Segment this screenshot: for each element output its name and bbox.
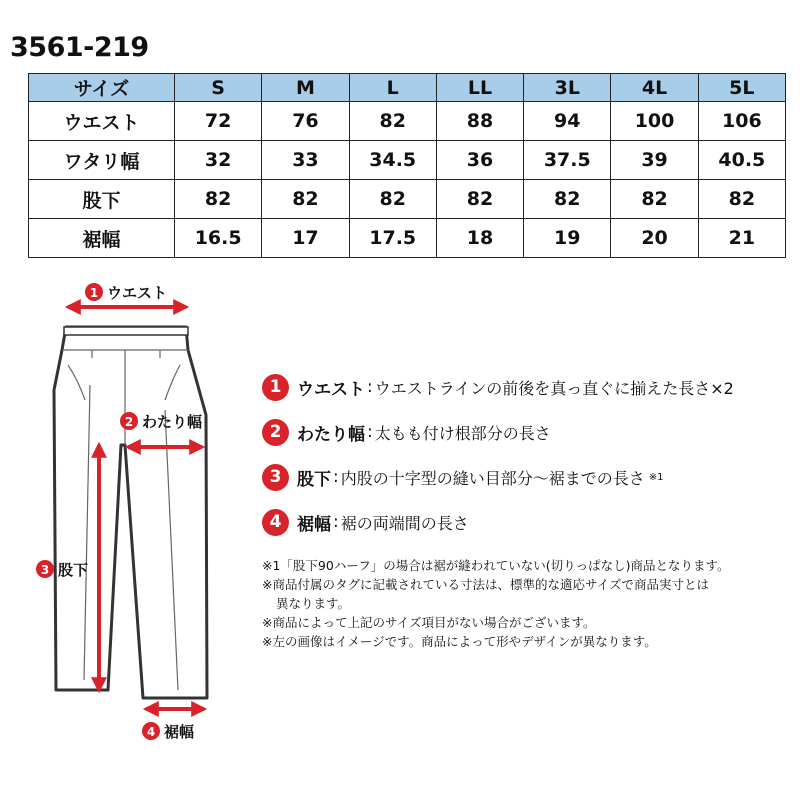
note-line: ※左の画像はイメージです。商品によって形やデザインが異なります。 bbox=[262, 634, 657, 649]
number-badge-icon: 3 bbox=[262, 464, 289, 491]
legend-term: わたり幅 bbox=[297, 424, 365, 445]
row-label: ウエスト bbox=[29, 102, 175, 141]
header-cell: M bbox=[262, 74, 349, 102]
table-cell: 40.5 bbox=[698, 141, 785, 180]
hem-label bbox=[142, 722, 194, 741]
inseam-label-text: 股下 bbox=[58, 561, 89, 579]
row-label: 股下 bbox=[29, 180, 175, 219]
table-cell: 82 bbox=[262, 180, 349, 219]
table-cell: 94 bbox=[524, 102, 611, 141]
legend-item-hem bbox=[262, 507, 792, 537]
legend-term: 股下 bbox=[297, 469, 331, 490]
table-cell: 100 bbox=[611, 102, 698, 141]
header-cell: LL bbox=[436, 74, 523, 102]
waist-label bbox=[85, 283, 167, 302]
notes bbox=[262, 556, 792, 651]
thigh-label-num: 2 bbox=[124, 415, 134, 429]
table-cell: 82 bbox=[698, 180, 785, 219]
header-cell: 4L bbox=[611, 74, 698, 102]
legend-term: ウエスト bbox=[297, 379, 365, 400]
number-badge-icon: 4 bbox=[262, 509, 289, 536]
pants-outline bbox=[54, 327, 207, 698]
table-cell: 82 bbox=[524, 180, 611, 219]
header-cell: 3L bbox=[524, 74, 611, 102]
table-cell: 36 bbox=[436, 141, 523, 180]
table-cell: 82 bbox=[175, 180, 262, 219]
note-line: ※商品付属のタグに記載されている寸法は、標準的な適応サイズで商品実寸とは bbox=[262, 577, 709, 592]
table-cell: 82 bbox=[436, 180, 523, 219]
table-cell: 37.5 bbox=[524, 141, 611, 180]
table-cell: 17 bbox=[262, 219, 349, 258]
table-cell: 33 bbox=[262, 141, 349, 180]
hem-label-text: 裾幅 bbox=[164, 723, 195, 741]
header-cell: L bbox=[349, 74, 436, 102]
table-cell: 82 bbox=[349, 102, 436, 141]
table-cell: 82 bbox=[611, 180, 698, 219]
legend-term: 裾幅 bbox=[297, 514, 331, 535]
header-cell: S bbox=[175, 74, 262, 102]
legend-colon: : bbox=[367, 377, 373, 397]
legend-desc: 太もも付け根部分の長さ bbox=[374, 423, 551, 443]
number-badge-icon: 1 bbox=[262, 374, 289, 401]
table-row bbox=[29, 180, 786, 219]
inseam-label bbox=[36, 560, 88, 579]
legend-desc: 内股の十字型の縫い目部分〜裾までの長さ bbox=[340, 468, 645, 488]
table-cell: 16.5 bbox=[175, 219, 262, 258]
row-label: 裾幅 bbox=[29, 219, 175, 258]
legend-colon: : bbox=[333, 467, 339, 487]
table-cell: 82 bbox=[349, 180, 436, 219]
table-cell: 76 bbox=[262, 102, 349, 141]
legend-desc: 裾の両端間の長さ bbox=[340, 513, 469, 533]
table-cell: 18 bbox=[436, 219, 523, 258]
note-line: 異なります。 bbox=[276, 596, 351, 611]
row-label: ワタリ幅 bbox=[29, 141, 175, 180]
table-row bbox=[29, 219, 786, 258]
product-code: 3561-219 bbox=[10, 32, 149, 63]
legend-ref: ※1 bbox=[648, 471, 664, 483]
legend-item-waist bbox=[262, 372, 792, 402]
size-table-header-row bbox=[29, 74, 786, 102]
header-cell: 5L bbox=[698, 74, 785, 102]
hem-label-num: 4 bbox=[146, 725, 156, 739]
legend-colon: : bbox=[333, 512, 339, 532]
legend-item-inseam bbox=[262, 462, 792, 492]
thigh-label bbox=[120, 412, 202, 431]
legend-colon: : bbox=[367, 422, 373, 442]
pants-diagram bbox=[0, 270, 240, 750]
table-cell: 72 bbox=[175, 102, 262, 141]
table-row bbox=[29, 102, 786, 141]
legend-item-thigh bbox=[262, 417, 792, 447]
table-cell: 17.5 bbox=[349, 219, 436, 258]
table-cell: 39 bbox=[611, 141, 698, 180]
table-row bbox=[29, 141, 786, 180]
note-line: ※1「股下90ハーフ」の場合は裾が縫われていない(切りっぱなし)商品となります。 bbox=[262, 558, 730, 573]
table-cell: 34.5 bbox=[349, 141, 436, 180]
legend-desc: ウエストラインの前後を真っ直ぐに揃えた長さ×2 bbox=[374, 378, 734, 398]
table-cell: 88 bbox=[436, 102, 523, 141]
note-line: ※商品によって上記のサイズ項目がない場合がございます。 bbox=[262, 615, 596, 630]
table-cell: 20 bbox=[611, 219, 698, 258]
thigh-label-text: わたり幅 bbox=[142, 413, 203, 431]
waistband bbox=[64, 327, 188, 335]
table-cell: 19 bbox=[524, 219, 611, 258]
table-cell: 21 bbox=[698, 219, 785, 258]
waist-label-num: 1 bbox=[89, 286, 99, 300]
measurement-legend bbox=[262, 372, 792, 552]
waist-label-text: ウエスト bbox=[107, 284, 168, 302]
table-cell: 32 bbox=[175, 141, 262, 180]
size-table bbox=[28, 73, 786, 258]
number-badge-icon: 2 bbox=[262, 419, 289, 446]
table-cell: 106 bbox=[698, 102, 785, 141]
inseam-label-num: 3 bbox=[40, 563, 50, 577]
header-cell: サイズ bbox=[29, 74, 175, 102]
